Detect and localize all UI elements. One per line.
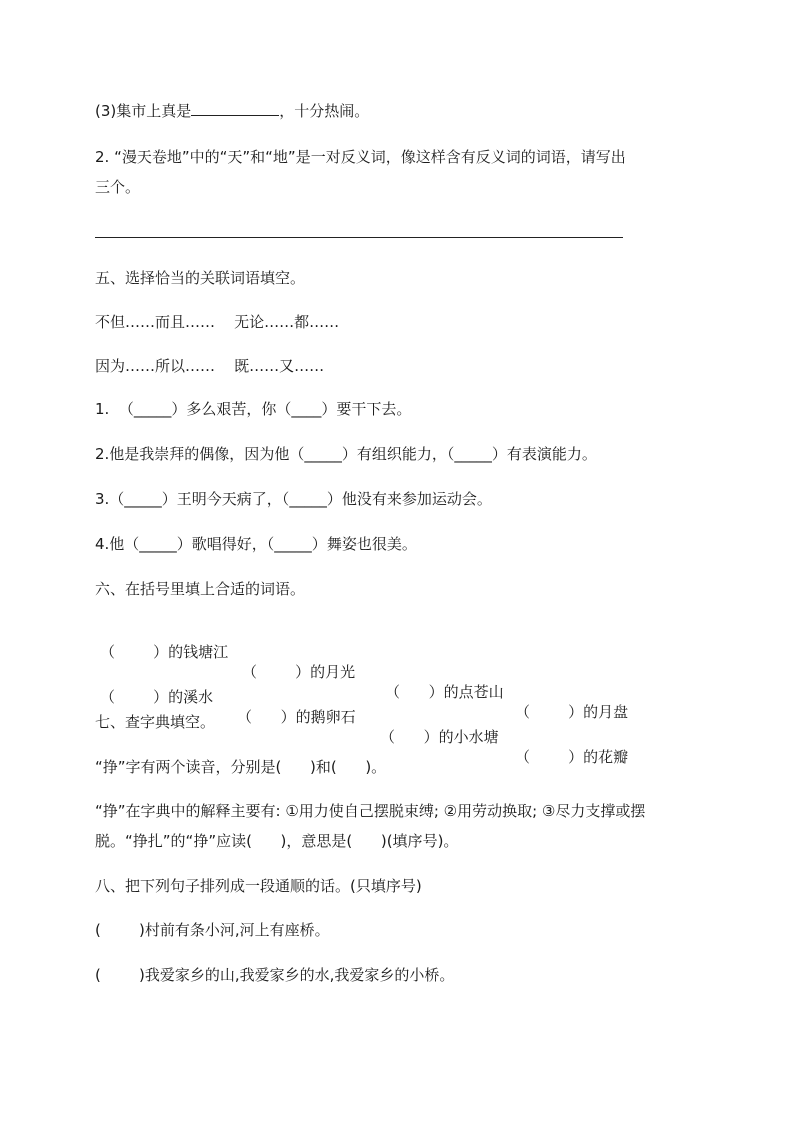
section-5-options-row-2: 因为……所以…… 既……又…… <box>95 357 325 375</box>
blank-item[interactable]: （ ）的鹅卵石 <box>237 708 356 726</box>
section-7-heading: 七、查字典填空。 <box>95 713 216 731</box>
section-5-item-4: 4.他（_____）歌唱得好，（_____）舞姿也很美。 <box>95 535 417 553</box>
fill-blank-item-3 <box>95 101 369 121</box>
section-5-heading: 五、选择恰当的关联词语填空。 <box>95 269 306 287</box>
section-7-line-1: “挣”字有两个读音，分别是( )和( )。 <box>95 758 387 776</box>
item-3-suffix: ，十分热闹。 <box>279 102 370 120</box>
section-5-item-1: 1. （_____）多么艰苦，你（____）要干下去。 <box>95 400 412 418</box>
answer-line[interactable] <box>95 237 623 238</box>
blank-item[interactable]: （ ）的小水塘 <box>380 728 499 746</box>
section-8-item-1: ( )村前有条小河,河上有座桥。 <box>95 921 330 939</box>
blank-item[interactable]: （ ）的点苍山 <box>385 683 504 701</box>
section-5-item-3: 3.（_____）王明今天病了，（_____）他没有来参加运动会。 <box>95 490 492 508</box>
blank-item[interactable]: （ ）的花瓣 <box>515 748 629 766</box>
question-2-line-1: 2. “漫天卷地”中的“天”和“地”是一对反义词，像这样含有反义词的词语，请写出 <box>95 148 626 166</box>
section-5-options-row-1: 不但……而且…… 无论……都…… <box>95 313 340 331</box>
answer-blank[interactable] <box>191 101 279 116</box>
item-3-prefix: (3)集市上真是 <box>95 102 192 120</box>
blank-item[interactable]: （ ）的月盘 <box>515 703 629 721</box>
question-2-line-2: 三个。 <box>95 178 141 196</box>
section-5-item-2: 2.他是我崇拜的偶像，因为他（_____）有组织能力，（_____）有表演能力。 <box>95 445 597 463</box>
section-8-item-2: ( )我爱家乡的山,我爱家乡的水,我爱家乡的小桥。 <box>95 966 455 984</box>
section-7-line-2: “挣”在字典中的解释主要有: ①用力使自己摆脱束缚; ②用劳动换取; ③尽力支撑或摆 <box>95 802 646 820</box>
blank-item[interactable]: （ ）的溪水 <box>100 688 214 706</box>
blank-item[interactable]: （ ）的钱塘江 <box>100 643 229 661</box>
section-7-line-3: 脱。“挣扎”的“挣”应读( )，意思是( )(填序号)。 <box>95 832 459 850</box>
section-6-heading: 六、在括号里填上合适的词语。 <box>95 580 306 598</box>
section-8-heading: 八、把下列句子排列成一段通顺的话。(只填序号) <box>95 877 422 895</box>
blank-item[interactable]: （ ）的月光 <box>242 663 356 681</box>
